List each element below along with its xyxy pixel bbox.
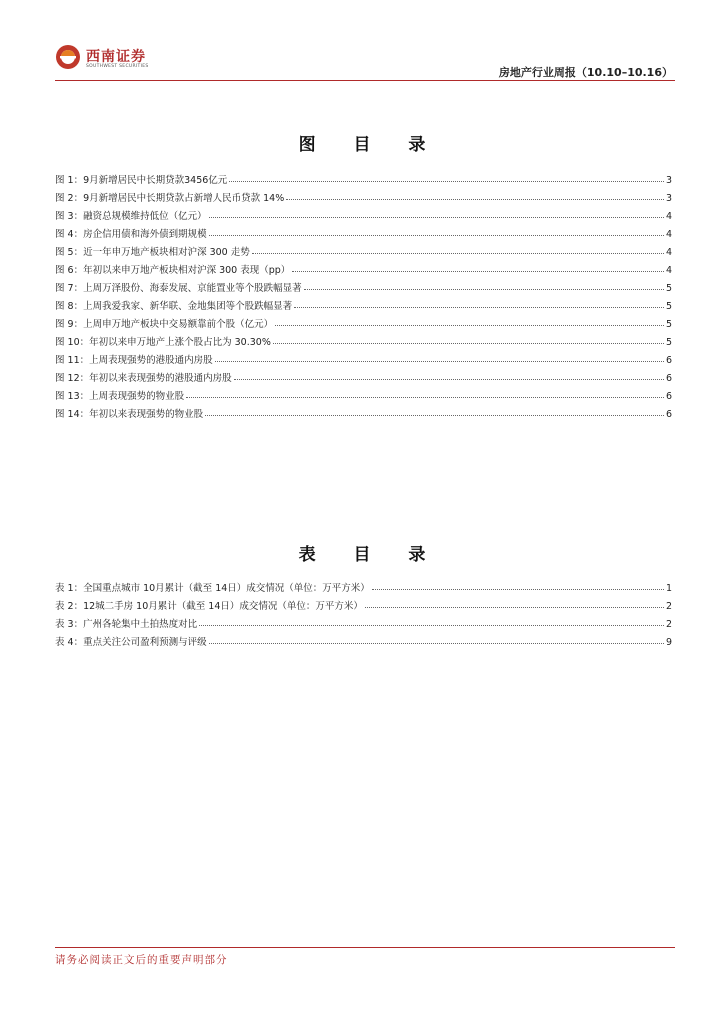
toc-row[interactable] (55, 168, 672, 186)
toc-row[interactable] (55, 312, 672, 330)
toc-label: 图 2：9月新增居民中长期贷款占新增人民币贷款 14% (55, 193, 285, 204)
toc-row[interactable] (55, 240, 672, 258)
toc-page: 6 (665, 373, 672, 384)
toc-page: 5 (665, 283, 672, 294)
toc-page: 4 (665, 247, 672, 258)
toc-label: 表 2：12城二手房 10月累计（截至 14日）成交情况（单位：万平方米） (55, 601, 363, 612)
toc-label: 图 4：房企信用债和海外债到期规模 (55, 229, 207, 240)
toc-row[interactable] (55, 594, 672, 612)
toc-page: 5 (665, 301, 672, 312)
toc-label: 图 6：年初以来申万地产板块相对沪深 300 表现（pp） (55, 265, 291, 276)
toc-leader (372, 589, 664, 590)
toc-label: 图 5：近一年申万地产板块相对沪深 300 走势 (55, 247, 250, 258)
toc-label: 图 9：上周申万地产板块中交易额靠前个股（亿元） (55, 319, 274, 330)
footer-divider (55, 947, 675, 948)
toc-page: 6 (665, 391, 672, 402)
toc-page: 5 (665, 337, 672, 348)
toc-leader (234, 379, 664, 380)
toc-page: 2 (665, 619, 672, 630)
toc-page: 4 (665, 211, 672, 222)
toc-leader (209, 217, 664, 218)
toc-leader (286, 199, 664, 200)
toc-row[interactable] (55, 576, 672, 594)
logo-emblem-icon (55, 44, 81, 70)
toc-row[interactable] (55, 330, 672, 348)
toc-leader (186, 397, 664, 398)
table-index-list (55, 576, 672, 648)
toc-page: 5 (665, 319, 672, 330)
toc-leader (215, 361, 664, 362)
table-index-title: 表 目 录 (298, 545, 442, 565)
toc-page: 1 (665, 583, 672, 594)
toc-leader (229, 181, 664, 182)
toc-label: 图 11：上周表现强势的港股通内房股 (55, 355, 213, 366)
toc-row[interactable] (55, 612, 672, 630)
toc-label: 图 7：上周万泽股份、海泰发展、京能置业等个股跌幅显著 (55, 283, 302, 294)
page-header (55, 40, 675, 82)
toc-row[interactable] (55, 366, 672, 384)
toc-row[interactable] (55, 348, 672, 366)
toc-row[interactable] (55, 402, 672, 420)
figure-index-list (55, 168, 672, 420)
toc-row[interactable] (55, 186, 672, 204)
toc-label: 图 14：年初以来表现强势的物业股 (55, 409, 204, 420)
toc-label: 图 13：上周表现强势的物业股 (55, 391, 185, 402)
toc-label: 图 12：年初以来表现强势的港股通内房股 (55, 373, 232, 384)
logo-english-name: SOUTHWEST SECURITIES (86, 64, 149, 69)
toc-page: 2 (665, 601, 672, 612)
toc-label: 图 1：9月新增居民中长期贷款3456亿元 (55, 175, 228, 186)
toc-leader (209, 643, 664, 644)
toc-row[interactable] (55, 276, 672, 294)
toc-leader (365, 607, 664, 608)
toc-row[interactable] (55, 222, 672, 240)
toc-row[interactable] (55, 258, 672, 276)
toc-row[interactable] (55, 630, 672, 648)
toc-page: 4 (665, 229, 672, 240)
toc-label: 图 8：上周我爱我家、新华联、金地集团等个股跌幅显著 (55, 301, 293, 312)
footer-disclaimer: 请务必阅读正文后的重要声明部分 (55, 954, 228, 966)
toc-label: 表 1：全国重点城市 10月累计（截至 14日）成交情况（单位：万平方米） (55, 583, 370, 594)
toc-page: 3 (665, 175, 672, 186)
toc-leader (252, 253, 664, 254)
toc-page: 6 (665, 409, 672, 420)
toc-page: 3 (665, 193, 672, 204)
logo-chinese-name: 西南证券 (86, 49, 146, 65)
toc-leader (209, 235, 664, 236)
figure-index-title: 图 目 录 (298, 135, 442, 155)
toc-leader (199, 625, 664, 626)
toc-row[interactable] (55, 384, 672, 402)
toc-leader (275, 325, 664, 326)
toc-row[interactable] (55, 294, 672, 312)
toc-leader (205, 415, 664, 416)
toc-row[interactable] (55, 204, 672, 222)
toc-label: 图 3：融资总规模维持低位（亿元） (55, 211, 207, 222)
toc-label: 表 4：重点关注公司盈利预测与评级 (55, 637, 207, 648)
toc-page: 4 (665, 265, 672, 276)
toc-page: 6 (665, 355, 672, 366)
company-logo (55, 44, 155, 78)
toc-label: 表 3：广州各轮集中土拍热度对比 (55, 619, 198, 630)
toc-leader (294, 307, 664, 308)
toc-leader (273, 343, 664, 344)
toc-page: 9 (665, 637, 672, 648)
toc-label: 图 10：年初以来申万地产上涨个股占比为 30.30% (55, 337, 271, 348)
header-divider (55, 80, 675, 81)
toc-leader (292, 271, 664, 272)
report-title: 房地产行业周报（10.10–10.16） (498, 66, 673, 79)
toc-leader (304, 289, 664, 290)
